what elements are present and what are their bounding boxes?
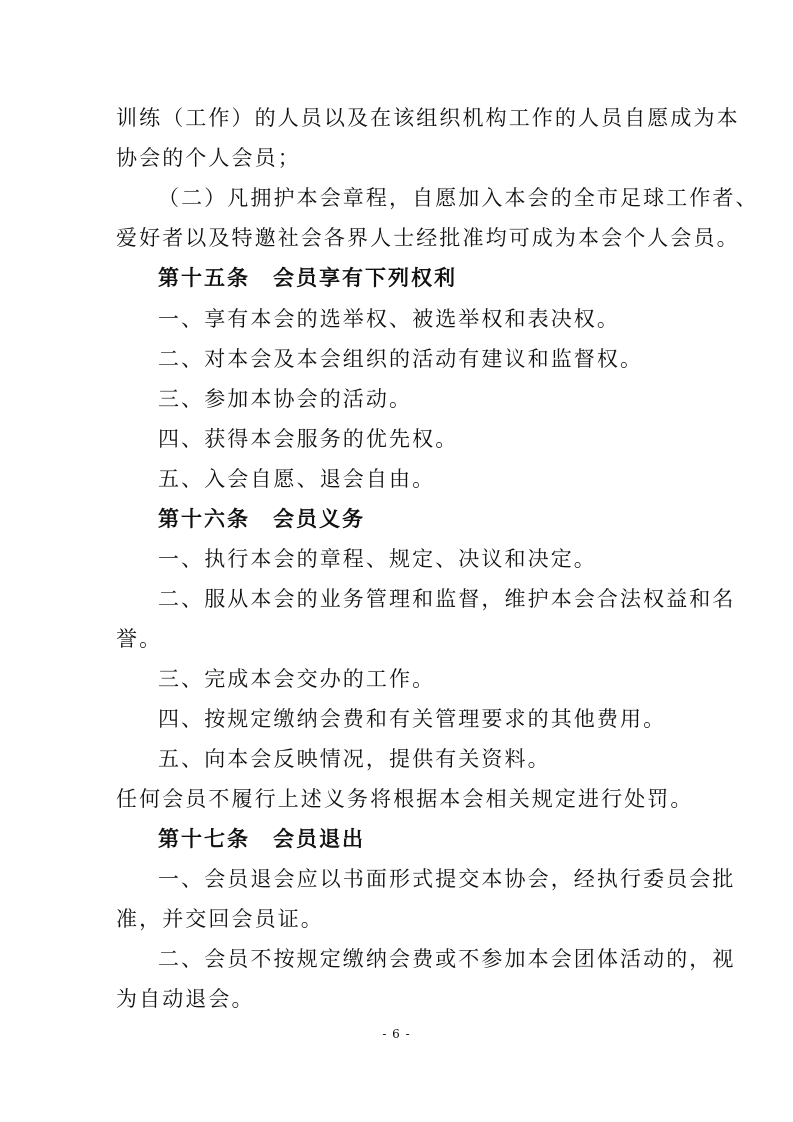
article-heading-15: 第十五条 会员享有下列权利 [158,265,457,290]
text-line: 训练（工作）的人员以及在该组织机构工作的人员自愿成为本 [116,106,740,130]
text-line: 为自动退会。 [116,987,255,1011]
text-line: 一、会员退会应以书面形式提交本协会，经执行委员会批 [158,867,736,891]
text-line: 五、入会自愿、退会自由。 [158,467,436,491]
text-line: 准，并交回会员证。 [116,907,324,931]
article-heading-16: 第十六条 会员义务 [158,506,365,531]
article-heading-17: 第十七条 会员退出 [158,826,365,851]
text-line: 二、服从本会的业务管理和监督，维护本会合法权益和名 [158,587,736,611]
text-line: 二、对本会及本会组织的活动有建议和监督权。 [158,347,644,371]
text-line: 二、会员不按规定缴纳会费或不参加本会团体活动的，视 [158,947,736,971]
text-line: 一、享有本会的选举权、被选举权和表决权。 [158,307,620,331]
text-line: 协会的个人会员； [116,146,301,170]
text-line: 誉。 [116,627,163,651]
text-line: 一、执行本会的章程、规定、决议和决定。 [158,547,597,571]
text-line: （二）凡拥护本会章程，自愿加入本会的全市足球工作者、 [158,186,759,210]
text-line: 任何会员不履行上述义务将根据本会相关规定进行处罚。 [116,787,694,811]
text-line: 三、参加本协会的活动。 [158,387,413,411]
page-number: - 6 - [382,1027,411,1041]
text-line: 三、完成本会交办的工作。 [158,667,436,691]
text-line: 五、向本会反映情况，提供有关资料。 [158,747,551,771]
text-line: 四、获得本会服务的优先权。 [158,427,459,451]
text-line: 四、按规定缴纳会费和有关管理要求的其他费用。 [158,707,667,731]
text-line: 爱好者以及特邀社会各界人士经批准均可成为本会个人会员。 [116,226,740,250]
